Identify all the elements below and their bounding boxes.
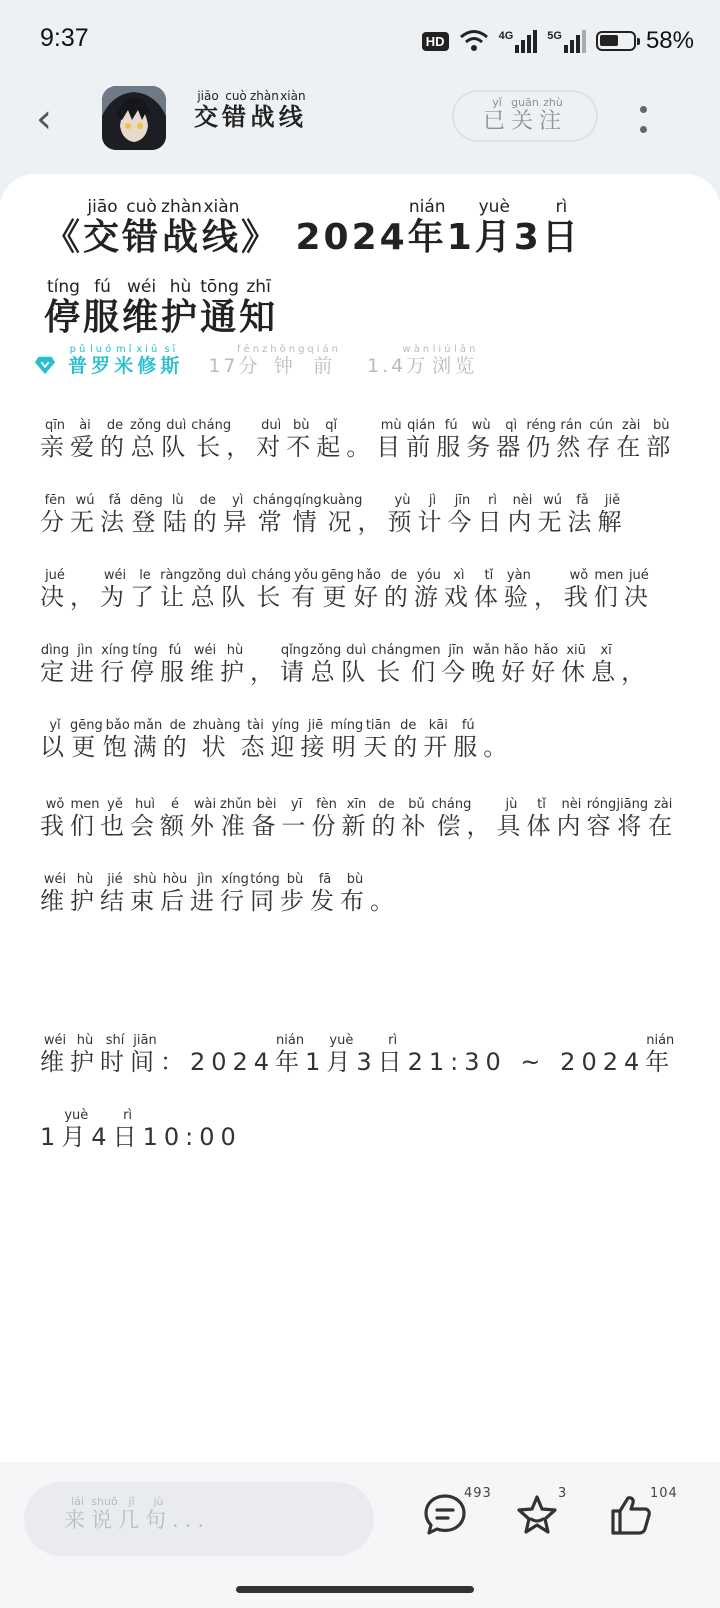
hanzi-with-pinyin: 年nián [645, 1033, 676, 1076]
hanzi-with-pinyin: 关guān [510, 96, 539, 134]
hanzi-with-pinyin: 长cháng [191, 418, 232, 461]
app-header [0, 86, 720, 156]
comment-input[interactable] [24, 1482, 374, 1556]
comment-button[interactable] [422, 1486, 492, 1542]
hanzi-with-pinyin: 额é [160, 797, 190, 840]
plain-text: 1 [305, 1048, 327, 1076]
plain-text: 》 2024 [240, 217, 408, 258]
hanzi-with-pinyin: 分fēn [237, 344, 263, 377]
hanzi-with-pinyin: 说shuō [91, 1495, 118, 1532]
hanzi-with-pinyin: 登dēng [130, 493, 163, 536]
hanzi-with-pinyin: 偿cháng [431, 797, 472, 840]
hanzi-with-pinyin: 服fú [453, 718, 484, 761]
plain-text: ， [226, 433, 257, 461]
hanzi-with-pinyin: 的de [192, 493, 223, 536]
hanzi-with-pinyin: 们men [70, 797, 100, 840]
hanzi-with-pinyin: 不bù [286, 418, 317, 461]
hanzi-with-pinyin: 句jù [145, 1495, 172, 1532]
article-meta [34, 344, 478, 378]
hanzi-with-pinyin: 交jiāo [194, 89, 222, 131]
hanzi-with-pinyin: 在zài [616, 418, 647, 461]
hanzi-with-pinyin: 维wéi [122, 277, 162, 338]
plain-text: 17 [208, 355, 239, 377]
hanzi-with-pinyin: 游yóu [413, 568, 444, 611]
hanzi-with-pinyin: 总zǒng [190, 568, 222, 611]
diamond-badge-icon [34, 354, 56, 376]
article-card [0, 174, 720, 1434]
hanzi-with-pinyin: 日rì [541, 197, 581, 258]
hanzi-with-pinyin: 对duì [256, 418, 287, 461]
plain-text: 21:30 ~ 2024 [407, 1048, 646, 1076]
hanzi-with-pinyin: 月yuè [61, 1108, 92, 1151]
comment-placeholder [64, 1496, 210, 1534]
plain-text: 10:00 [142, 1123, 242, 1151]
hanzi-with-pinyin: 日rì [112, 1108, 143, 1151]
hanzi-with-pinyin: 间jiān [130, 1033, 160, 1076]
hanzi-with-pinyin: 异yì [222, 493, 253, 536]
hanzi-with-pinyin: 外wài [190, 797, 220, 840]
hanzi-with-pinyin: 更gēng [70, 718, 103, 761]
hanzi-with-pinyin: 决jué [623, 568, 654, 611]
hanzi-with-pinyin: 更gēng [321, 568, 354, 611]
hanzi-with-pinyin: 具jù [496, 797, 527, 840]
plain-text: 《 [44, 217, 84, 258]
hanzi-with-pinyin: 爱ài [70, 418, 100, 461]
hanzi-with-pinyin: 以yǐ [40, 718, 70, 761]
hanzi-with-pinyin: 让ràng [160, 568, 190, 611]
hanzi-with-pinyin: 亲qīn [40, 418, 70, 461]
hanzi-with-pinyin: 开kāi [423, 718, 454, 761]
hanzi-with-pinyin: 结jié [100, 872, 130, 915]
favorite-button[interactable] [514, 1486, 568, 1542]
hanzi-with-pinyin: 一yī [281, 797, 312, 840]
hanzi-with-pinyin: 束shù [130, 872, 160, 915]
hanzi-with-pinyin: 务wù [466, 418, 497, 461]
hanzi-with-pinyin: 晚wǎn [471, 643, 502, 686]
plain-text: 。 [370, 887, 400, 915]
plain-text: ， [466, 812, 497, 840]
hanzi-with-pinyin: 总zǒng [130, 418, 162, 461]
hanzi-with-pinyin: 的de [162, 718, 193, 761]
hanzi-with-pinyin: 万wàn [402, 344, 433, 377]
hanzi-with-pinyin: 错cuò [122, 197, 162, 258]
status-bar [0, 0, 720, 84]
hanzi-with-pinyin: 的de [393, 718, 424, 761]
hanzi-with-pinyin: 好hǎo [501, 643, 532, 686]
hanzi-with-pinyin: 有yǒu [291, 568, 322, 611]
hanzi-with-pinyin: 状zhuàng [192, 718, 241, 761]
hanzi-with-pinyin: 准zhǔn [220, 797, 252, 840]
hanzi-with-pinyin: 几jǐ [118, 1495, 145, 1532]
hanzi-with-pinyin: 我wǒ [40, 797, 70, 840]
hanzi-with-pinyin: 月yuè [474, 197, 514, 258]
hanzi-with-pinyin: 月yuè [326, 1033, 357, 1076]
hanzi-with-pinyin: 护hù [161, 277, 201, 338]
hanzi-with-pinyin: 新xīn [341, 797, 372, 840]
article-body [40, 410, 680, 1175]
hanzi-with-pinyin: 年nián [407, 197, 447, 258]
signal-4g-icon: 4G [499, 30, 538, 53]
hanzi-with-pinyin: 法fǎ [567, 493, 598, 536]
hanzi-with-pinyin: 览lǎn [454, 344, 479, 377]
plain-text: ：2024 [160, 1048, 276, 1076]
hanzi-with-pinyin: 定dìng [40, 643, 70, 686]
hanzi-with-pinyin: 前qián [406, 418, 437, 461]
hanzi-with-pinyin: 线xiàn [278, 89, 307, 131]
hanzi-with-pinyin: 注zhù [539, 96, 568, 134]
hanzi-with-pinyin: 的de [100, 418, 130, 461]
like-button[interactable] [608, 1486, 678, 1542]
hanzi-with-pinyin: 存cún [586, 418, 617, 461]
hanzi-with-pinyin: 布bù [340, 872, 370, 915]
header-title [194, 90, 307, 132]
hanzi-with-pinyin: 验yàn [503, 568, 534, 611]
hanzi-with-pinyin: 今jīn [441, 643, 472, 686]
hanzi-with-pinyin: 停tíng [130, 643, 160, 686]
hanzi-with-pinyin: 服fú [160, 643, 190, 686]
follow-button[interactable] [452, 90, 598, 142]
hanzi-with-pinyin: 仍réng [526, 418, 557, 461]
plain-text: ， [533, 583, 564, 611]
hanzi-with-pinyin: 步bù [280, 872, 310, 915]
hd-icon: HD [422, 32, 449, 51]
hanzi-with-pinyin: 接jiē [300, 718, 331, 761]
hanzi-with-pinyin: 线xiàn [201, 197, 241, 258]
hanzi-with-pinyin: 们men [411, 643, 442, 686]
maintenance-time [40, 1025, 680, 1175]
hanzi-with-pinyin: 服fú [436, 418, 467, 461]
hanzi-with-pinyin: 护hù [220, 643, 250, 686]
hanzi-with-pinyin: 将jiāng [616, 797, 649, 840]
view-count [367, 344, 478, 378]
favorite-count: 3 [558, 1486, 568, 1501]
hanzi-with-pinyin: 情qíng [292, 493, 323, 536]
hanzi-with-pinyin: 的de [371, 797, 402, 840]
plain-text: 。 [346, 433, 377, 461]
hanzi-with-pinyin: 预yù [387, 493, 418, 536]
author-name[interactable] [68, 344, 182, 378]
hanzi-with-pinyin: 内nèi [507, 493, 538, 536]
home-indicator[interactable] [236, 1586, 474, 1593]
plain-text: ... [172, 1508, 211, 1532]
hanzi-with-pinyin: 通tōng [200, 277, 240, 338]
hanzi-with-pinyin: 补bǔ [401, 797, 432, 840]
hanzi-with-pinyin: 我wǒ [563, 568, 594, 611]
hanzi-with-pinyin: 无wú [70, 493, 100, 536]
hanzi-with-pinyin: 容róng [586, 797, 617, 840]
hanzi-with-pinyin: 份fèn [311, 797, 342, 840]
plain-text: 4 [91, 1123, 113, 1151]
plain-text: 3 [513, 217, 542, 258]
hanzi-with-pinyin: 部bù [646, 418, 677, 461]
hanzi-with-pinyin: 同tóng [250, 872, 280, 915]
hanzi-with-pinyin: 罗luó [90, 344, 115, 377]
hanzi-with-pinyin: 息xī [591, 643, 622, 686]
hanzi-with-pinyin: 们men [593, 568, 624, 611]
hanzi-with-pinyin: 错cuò [222, 89, 250, 131]
hanzi-with-pinyin: 无wú [537, 493, 568, 536]
hanzi-with-pinyin: 体tǐ [473, 568, 504, 611]
wifi-icon [459, 29, 489, 53]
hanzi-with-pinyin: 战zhàn [161, 197, 202, 258]
hanzi-with-pinyin: 维wéi [40, 872, 70, 915]
hanzi-with-pinyin: 好hǎo [531, 643, 562, 686]
hanzi-with-pinyin: 分fēn [40, 493, 70, 536]
thumbs-up-icon [608, 1492, 654, 1538]
hanzi-with-pinyin: 行xíng [220, 872, 250, 915]
hanzi-with-pinyin: 备bèi [251, 797, 282, 840]
hanzi-with-pinyin: 护hù [70, 1033, 100, 1076]
hanzi-with-pinyin: 战zhàn [250, 89, 279, 131]
hanzi-with-pinyin: 器qì [496, 418, 527, 461]
hanzi-with-pinyin: 发fā [310, 872, 340, 915]
post-time [208, 344, 341, 378]
hanzi-with-pinyin: 态tài [240, 718, 271, 761]
hanzi-with-pinyin: 体tǐ [526, 797, 557, 840]
plain-text: 3 [356, 1048, 378, 1076]
paragraph [40, 410, 680, 785]
hanzi-with-pinyin: 解jiě [597, 493, 628, 536]
hanzi-with-pinyin: 起qǐ [316, 418, 347, 461]
hanzi-with-pinyin: 为wéi [100, 568, 130, 611]
avatar[interactable] [102, 86, 166, 150]
plain-text: ， [250, 658, 280, 686]
hanzi-with-pinyin: 队duì [221, 568, 252, 611]
hanzi-with-pinyin: 戏xì [443, 568, 474, 611]
hanzi-with-pinyin: 满mǎn [132, 718, 163, 761]
bottom-action-bar [0, 1462, 720, 1608]
like-count: 104 [650, 1486, 678, 1501]
hanzi-with-pinyin: 然rán [556, 418, 587, 461]
plain-text: 。 [483, 733, 514, 761]
hanzi-with-pinyin: 护hù [70, 872, 100, 915]
hanzi-with-pinyin: 已yǐ [482, 96, 511, 134]
hanzi-with-pinyin: 浏liú [432, 344, 455, 377]
hanzi-with-pinyin: 况kuàng [322, 493, 363, 536]
plain-text: ， [621, 658, 652, 686]
hanzi-with-pinyin: 停tíng [44, 277, 84, 338]
signal-5g-icon: 5G [547, 30, 586, 53]
hanzi-with-pinyin: 请qǐng [280, 643, 310, 686]
hanzi-with-pinyin: 知zhī [239, 277, 279, 338]
hanzi-with-pinyin: 常cháng [252, 493, 293, 536]
hanzi-with-pinyin: 日rì [477, 493, 508, 536]
hanzi-with-pinyin: 来lái [64, 1495, 91, 1532]
hanzi-with-pinyin: 今jīn [447, 493, 478, 536]
hanzi-with-pinyin: 普pǔ [68, 344, 91, 377]
hanzi-with-pinyin: 好hǎo [353, 568, 384, 611]
hanzi-with-pinyin: 在zài [648, 797, 679, 840]
article-title [44, 198, 684, 358]
hanzi-with-pinyin: 会huì [130, 797, 160, 840]
hanzi-with-pinyin: 队duì [341, 643, 372, 686]
hanzi-with-pinyin: 维wéi [190, 643, 220, 686]
paragraph [40, 789, 680, 939]
hanzi-with-pinyin: 饱bǎo [102, 718, 133, 761]
hanzi-with-pinyin: 斯sī [160, 344, 183, 377]
chevron-left-icon[interactable]: ‹ [36, 96, 52, 142]
hanzi-with-pinyin: 修xiū [136, 344, 161, 377]
hanzi-with-pinyin: 天tiān [363, 718, 394, 761]
hanzi-with-pinyin: 后hòu [160, 872, 190, 915]
hanzi-with-pinyin: 日rì [377, 1033, 408, 1076]
hanzi-with-pinyin: 队duì [161, 418, 192, 461]
hanzi-with-pinyin: 前qián [307, 344, 342, 377]
hanzi-with-pinyin: 进jìn [190, 872, 220, 915]
plain-text: ， [357, 508, 388, 536]
hanzi-with-pinyin: 决jué [40, 568, 70, 611]
status-icons [422, 26, 694, 56]
hanzi-with-pinyin: 钟zhōng [262, 344, 308, 377]
status-time: 9:37 [40, 24, 89, 52]
hanzi-with-pinyin: 陆lù [162, 493, 193, 536]
plain-text: ， [70, 583, 100, 611]
plain-text: 1 [40, 1123, 62, 1151]
hanzi-with-pinyin: 行xíng [100, 643, 130, 686]
comment-icon [422, 1492, 468, 1538]
hanzi-with-pinyin: 的de [383, 568, 414, 611]
hanzi-with-pinyin: 明míng [330, 718, 364, 761]
more-options-icon[interactable] [634, 100, 654, 140]
hanzi-with-pinyin: 内nèi [556, 797, 587, 840]
hanzi-with-pinyin: 交jiāo [83, 197, 123, 258]
hanzi-with-pinyin: 目mù [376, 418, 407, 461]
comment-count: 493 [464, 1486, 492, 1501]
hanzi-with-pinyin: 休xiū [561, 643, 592, 686]
hanzi-with-pinyin: 总zǒng [310, 643, 342, 686]
hanzi-with-pinyin: 也yě [100, 797, 130, 840]
hanzi-with-pinyin: 了le [130, 568, 160, 611]
hanzi-with-pinyin: 长cháng [251, 568, 292, 611]
star-icon [514, 1492, 560, 1538]
hanzi-with-pinyin: 时shí [100, 1033, 130, 1076]
hanzi-with-pinyin: 长cháng [371, 643, 412, 686]
battery-icon [596, 31, 636, 51]
plain-text: 1 [446, 217, 475, 258]
hanzi-with-pinyin: 进jìn [70, 643, 100, 686]
hanzi-with-pinyin: 计jì [417, 493, 448, 536]
hanzi-with-pinyin: 年nián [275, 1033, 306, 1076]
hanzi-with-pinyin: 迎yíng [270, 718, 301, 761]
hanzi-with-pinyin: 服fú [83, 277, 123, 338]
hanzi-with-pinyin: 维wéi [40, 1033, 70, 1076]
plain-text: 1.4 [367, 355, 407, 377]
battery-percent: 58% [645, 27, 694, 54]
hanzi-with-pinyin: 米mǐ [114, 344, 137, 377]
hanzi-with-pinyin: 法fǎ [100, 493, 130, 536]
